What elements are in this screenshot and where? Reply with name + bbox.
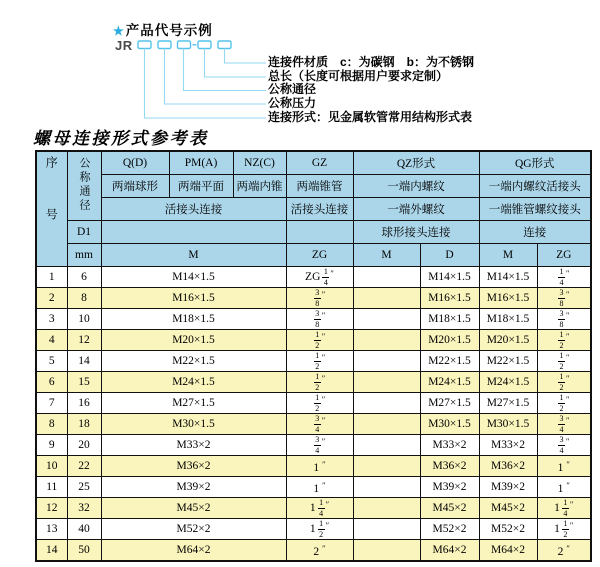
header-row-desc bbox=[36, 175, 591, 198]
cell-qg-zg: $\frac{1}{4}$ ″ bbox=[537, 267, 591, 288]
cell-qz-d: M14×1.5 bbox=[420, 267, 479, 288]
code-legend-item: 连接件材质 c：为碳钢 b：为不锈钢 bbox=[268, 55, 475, 69]
cell-gz-zg: $\frac{3}{4}$ ″ bbox=[286, 435, 353, 456]
table-row bbox=[36, 519, 591, 540]
cell-qg-m: M39×2 bbox=[479, 477, 537, 498]
cell-qz-d: M27×1.5 bbox=[420, 393, 479, 414]
cell-seq: 14 bbox=[36, 540, 67, 562]
cell-qg-zg: 1 ″ bbox=[537, 456, 591, 477]
table-row bbox=[36, 540, 591, 562]
cell-qz-d: M64×2 bbox=[420, 540, 479, 562]
cell-dn: 25 bbox=[67, 477, 101, 498]
header-gz-unit: ZG bbox=[286, 244, 353, 267]
code-box bbox=[198, 41, 211, 49]
header-q-code: Q(D) bbox=[101, 151, 169, 175]
cell-qz-m bbox=[353, 351, 420, 372]
connector-line bbox=[225, 49, 267, 64]
table-row bbox=[36, 288, 591, 309]
header-gz-code: GZ bbox=[286, 151, 353, 175]
header-qg-u2: ZG bbox=[537, 244, 591, 267]
cell-qz-d: M18×1.5 bbox=[420, 309, 479, 330]
cell-m: M22×1.5 bbox=[101, 351, 286, 372]
code-box bbox=[138, 41, 151, 49]
header-left-conn: 活接头连接 bbox=[101, 198, 286, 221]
cell-gz-zg: 1 $\frac{1}{2}$ ″ bbox=[286, 519, 353, 540]
table-row bbox=[36, 456, 591, 477]
cell-qg-zg: 1 ″ bbox=[537, 477, 591, 498]
cell-m: M36×2 bbox=[101, 456, 286, 477]
cell-qg-zg: $\frac{1}{2}$ ″ bbox=[537, 393, 591, 414]
cell-qz-d: M33×2 bbox=[420, 435, 479, 456]
cell-seq: 4 bbox=[36, 330, 67, 351]
table-row bbox=[36, 393, 591, 414]
header-nz-code: NZ(C) bbox=[233, 151, 286, 175]
cell-seq: 10 bbox=[36, 456, 67, 477]
star-icon: ★ bbox=[113, 24, 124, 38]
cell-qg-m: M52×2 bbox=[479, 519, 537, 540]
cell-gz-zg: ZG $\frac{1}{4}$ ″ bbox=[286, 267, 353, 288]
header-qz-u1: M bbox=[353, 244, 420, 267]
cell-qg-zg: $\frac{1}{2}$ ″ bbox=[537, 330, 591, 351]
cell-qz-d: M36×2 bbox=[420, 456, 479, 477]
cell-qg-zg: $\frac{3}{4}$ ″ bbox=[537, 414, 591, 435]
cell-m: M18×1.5 bbox=[101, 309, 286, 330]
cell-seq: 7 bbox=[36, 393, 67, 414]
product-code-heading-text: 产品代号示例 bbox=[125, 23, 213, 38]
cell-qz-m bbox=[353, 309, 420, 330]
table-row bbox=[36, 498, 591, 519]
header-qz-conn: 球形接头连接 bbox=[353, 221, 479, 244]
cell-dn: 6 bbox=[67, 267, 101, 288]
header-qg-conn: 连接 bbox=[479, 221, 591, 244]
header-qz-u2: D bbox=[420, 244, 479, 267]
cell-gz-zg: 1 ″ bbox=[286, 477, 353, 498]
cell-qz-d: M45×2 bbox=[420, 498, 479, 519]
cell-dn: 50 bbox=[67, 540, 101, 562]
cell-qg-m: M64×2 bbox=[479, 540, 537, 562]
header-mm: mm bbox=[67, 244, 101, 267]
header-row-codes bbox=[36, 151, 591, 175]
cell-seq: 3 bbox=[36, 309, 67, 330]
cell-qz-d: M20×1.5 bbox=[420, 330, 479, 351]
cell-qg-zg: $\frac{3}{4}$ ″ bbox=[537, 435, 591, 456]
cell-qg-m: M45×2 bbox=[479, 498, 537, 519]
cell-qg-m: M22×1.5 bbox=[479, 351, 537, 372]
cell-qg-m: M20×1.5 bbox=[479, 330, 537, 351]
cell-seq: 5 bbox=[36, 351, 67, 372]
cell-qz-m bbox=[353, 498, 420, 519]
cell-qz-d: M16×1.5 bbox=[420, 288, 479, 309]
header-qg-desc: 一端内螺纹活接头 bbox=[479, 175, 591, 198]
cell-seq: 2 bbox=[36, 288, 67, 309]
table-row bbox=[36, 435, 591, 456]
cell-seq: 8 bbox=[36, 414, 67, 435]
cell-qg-m: M24×1.5 bbox=[479, 372, 537, 393]
cell-qz-d: M52×2 bbox=[420, 519, 479, 540]
cell-qg-m: M33×2 bbox=[479, 435, 537, 456]
cell-seq: 1 bbox=[36, 267, 67, 288]
cell-qz-m bbox=[353, 540, 420, 562]
cell-qz-d: M22×1.5 bbox=[420, 351, 479, 372]
cell-qg-m: M27×1.5 bbox=[479, 393, 537, 414]
code-box bbox=[218, 41, 231, 49]
code-box bbox=[178, 41, 191, 49]
header-blank bbox=[286, 221, 353, 244]
header-qg-desc2: 一端锥管螺纹接头 bbox=[479, 198, 591, 221]
cell-dn: 20 bbox=[67, 435, 101, 456]
table-row bbox=[36, 477, 591, 498]
header-gz-desc: 两端锥管 bbox=[286, 175, 353, 198]
code-legend-item: 公称通径 bbox=[268, 82, 317, 97]
cell-seq: 9 bbox=[36, 435, 67, 456]
cell-m: M24×1.5 bbox=[101, 372, 286, 393]
cell-qz-m bbox=[353, 435, 420, 456]
cell-qz-m bbox=[353, 330, 420, 351]
cell-gz-zg: 2 ″ bbox=[286, 540, 353, 562]
cell-dn: 16 bbox=[67, 393, 101, 414]
cell-qz-d: M30×1.5 bbox=[420, 414, 479, 435]
cell-dn: 14 bbox=[67, 351, 101, 372]
header-d1: D1 bbox=[67, 221, 101, 244]
header-qg-u1: M bbox=[479, 244, 537, 267]
header-blank bbox=[101, 221, 286, 244]
table-row bbox=[36, 351, 591, 372]
header-dn: 公称通径 bbox=[67, 151, 101, 221]
cell-qg-zg: $\frac{3}{8}$ ″ bbox=[537, 309, 591, 330]
cell-m: M16×1.5 bbox=[101, 288, 286, 309]
cell-qg-zg: $\frac{1}{2}$ ″ bbox=[537, 372, 591, 393]
cell-dn: 12 bbox=[67, 330, 101, 351]
cell-qg-zg: 1 $\frac{1}{2}$ ″ bbox=[537, 519, 591, 540]
header-row-connection bbox=[36, 198, 591, 221]
cell-qz-m bbox=[353, 393, 420, 414]
connector-line bbox=[145, 49, 267, 119]
header-m-unit: M bbox=[101, 244, 286, 267]
cell-m: M45×2 bbox=[101, 498, 286, 519]
cell-dn: 8 bbox=[67, 288, 101, 309]
code-legend bbox=[268, 56, 474, 125]
cell-qz-m bbox=[353, 414, 420, 435]
cell-qg-zg: $\frac{3}{8}$ ″ bbox=[537, 288, 591, 309]
cell-gz-zg: 1 $\frac{1}{4}$ ″ bbox=[286, 498, 353, 519]
code-legend-item: 连接形式：见金属软管常用结构形式表 bbox=[268, 109, 473, 124]
table-row bbox=[36, 414, 591, 435]
cell-m: M52×2 bbox=[101, 519, 286, 540]
table-row bbox=[36, 330, 591, 351]
cell-m: M33×2 bbox=[101, 435, 286, 456]
table-row bbox=[36, 372, 591, 393]
cell-dn: 10 bbox=[67, 309, 101, 330]
cell-qz-m bbox=[353, 372, 420, 393]
cell-seq: 11 bbox=[36, 477, 67, 498]
header-qz-desc: 一端内螺纹 bbox=[353, 175, 479, 198]
cell-dn: 32 bbox=[67, 498, 101, 519]
cell-m: M27×1.5 bbox=[101, 393, 286, 414]
cell-dn: 22 bbox=[67, 456, 101, 477]
cell-m: M20×1.5 bbox=[101, 330, 286, 351]
cell-m: M14×1.5 bbox=[101, 267, 286, 288]
cell-qz-m bbox=[353, 519, 420, 540]
header-pm-code: PM(A) bbox=[169, 151, 233, 175]
cell-gz-zg: $\frac{1}{2}$ ″ bbox=[286, 393, 353, 414]
connector-line bbox=[165, 49, 267, 105]
header-pm-desc: 两端平面 bbox=[169, 175, 233, 198]
cell-qg-m: M36×2 bbox=[479, 456, 537, 477]
cell-gz-zg: $\frac{3}{8}$ ″ bbox=[286, 288, 353, 309]
cell-gz-zg: $\frac{1}{2}$ ″ bbox=[286, 351, 353, 372]
nut-connection-reference-table bbox=[35, 150, 592, 562]
table-body bbox=[36, 267, 591, 562]
cell-qg-zg: $\frac{1}{2}$ ″ bbox=[537, 351, 591, 372]
cell-qg-zg: 2 ″ bbox=[537, 540, 591, 562]
header-nz-desc: 两端内锥 bbox=[233, 175, 286, 198]
cell-seq: 12 bbox=[36, 498, 67, 519]
cell-gz-zg: $\frac{1}{2}$ ″ bbox=[286, 372, 353, 393]
cell-m: M64×2 bbox=[101, 540, 286, 562]
header-qz-desc2: 一端外螺纹 bbox=[353, 198, 479, 221]
cell-m: M39×2 bbox=[101, 477, 286, 498]
cell-gz-zg: $\frac{3}{8}$ ″ bbox=[286, 309, 353, 330]
cell-qg-m: M14×1.5 bbox=[479, 267, 537, 288]
cell-dn: 15 bbox=[67, 372, 101, 393]
cell-gz-zg: $\frac{3}{4}$ ″ bbox=[286, 414, 353, 435]
code-box bbox=[158, 41, 171, 49]
header-qg-code: QG形式 bbox=[479, 151, 591, 175]
header-q-desc: 两端球形 bbox=[101, 175, 169, 198]
cell-gz-zg: 1 ″ bbox=[286, 456, 353, 477]
cell-qz-d: M39×2 bbox=[420, 477, 479, 498]
code-legend-item: 公称压力 bbox=[268, 96, 317, 111]
cell-qg-m: M18×1.5 bbox=[479, 309, 537, 330]
product-code-prefix: JR bbox=[115, 38, 133, 53]
cell-qz-m bbox=[353, 267, 420, 288]
code-legend-item: 总长（长度可根据用户要求定制） bbox=[268, 68, 449, 83]
header-seq: 序号 bbox=[36, 151, 67, 267]
cell-qg-zg: 1 $\frac{1}{4}$ ″ bbox=[537, 498, 591, 519]
header-row-units bbox=[36, 244, 591, 267]
cell-m: M30×1.5 bbox=[101, 414, 286, 435]
cell-seq: 13 bbox=[36, 519, 67, 540]
cell-qz-m bbox=[353, 288, 420, 309]
cell-dn: 40 bbox=[67, 519, 101, 540]
cell-dn: 18 bbox=[67, 414, 101, 435]
cell-gz-zg: $\frac{1}{2}$ ″ bbox=[286, 330, 353, 351]
cell-qg-m: M16×1.5 bbox=[479, 288, 537, 309]
cell-seq: 6 bbox=[36, 372, 67, 393]
cell-qz-m bbox=[353, 456, 420, 477]
cell-qz-m bbox=[353, 477, 420, 498]
cell-qz-d: M24×1.5 bbox=[420, 372, 479, 393]
table-title: 螺母连接形式参考表 bbox=[33, 129, 209, 149]
table-row bbox=[36, 267, 591, 288]
header-row-d1 bbox=[36, 221, 591, 244]
table-row bbox=[36, 309, 591, 330]
header-qz-code: QZ形式 bbox=[353, 151, 479, 175]
header-gz-conn: 活接头连接 bbox=[286, 198, 353, 221]
cell-qg-m: M30×1.5 bbox=[479, 414, 537, 435]
